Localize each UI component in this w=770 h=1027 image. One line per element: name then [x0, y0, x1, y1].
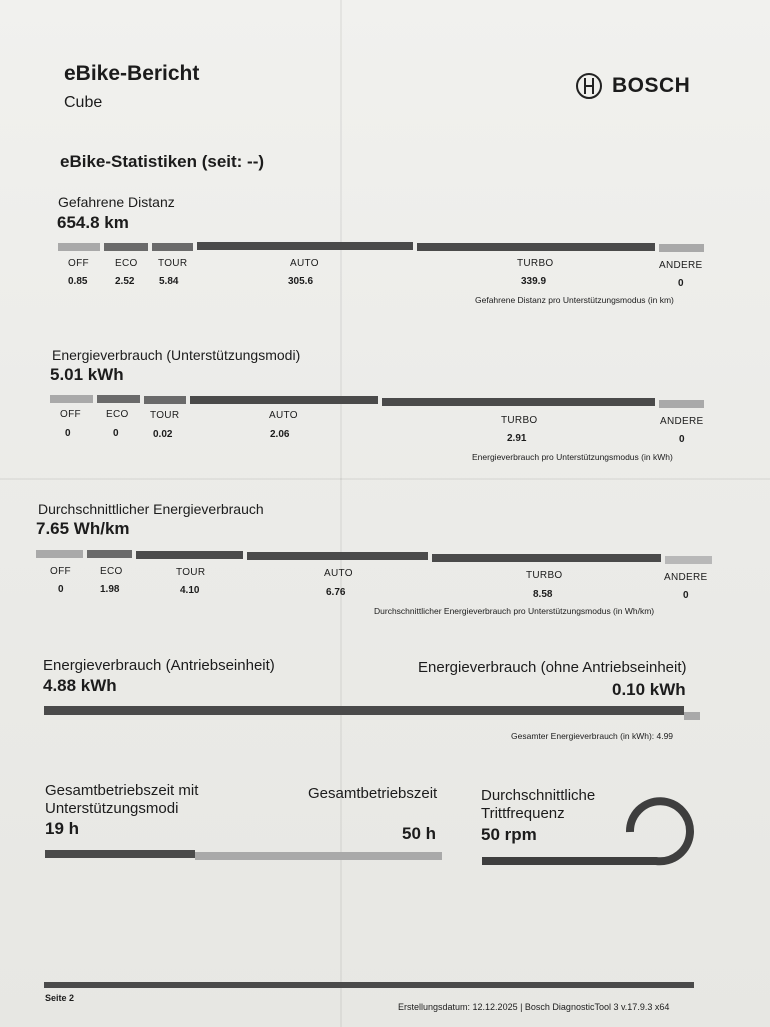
avg-energy-total: 7.65 Wh/km — [36, 519, 130, 538]
distance-mode-auto: AUTO — [290, 258, 319, 269]
paper-fold-vertical — [340, 0, 342, 1027]
distance-mode-eco: ECO — [115, 258, 138, 269]
avg-mode-eco: ECO — [100, 566, 123, 577]
assist-time-value: 19 h — [45, 819, 80, 838]
energy-mode-auto: AUTO — [269, 410, 298, 421]
drive-unit-label: Energieverbrauch (Antriebseinheit) — [43, 657, 275, 674]
cadence-gauge-icon — [478, 790, 703, 872]
avg-value-andere: 0 — [683, 590, 689, 601]
drive-unit-value: 4.88 kWh — [43, 676, 117, 695]
avg-value-tour: 4.10 — [180, 585, 200, 596]
avg-mode-tour: TOUR — [176, 567, 206, 578]
footer-rule — [44, 982, 694, 988]
creation-info: Erstellungsdatum: 12.12.2025 | Bosch DiagnosticTool 3 v.17.9.3 x64 — [398, 1002, 670, 1012]
distance-bar-eco — [104, 243, 148, 251]
cadence-value: 50 rpm — [481, 825, 537, 844]
avg-bar-off — [36, 550, 83, 558]
avg-value-auto: 6.76 — [326, 587, 346, 598]
section-title: eBike-Statistiken (seit: --) — [60, 152, 265, 171]
avg-value-turbo: 8.58 — [533, 589, 553, 600]
energy-mode-tour: TOUR — [150, 410, 180, 421]
report-title: eBike-Bericht — [64, 62, 200, 85]
energy-value-turbo: 2.91 — [507, 433, 527, 444]
drive-unit-bar-used — [44, 706, 684, 715]
bosch-wordmark: BOSCH — [612, 74, 691, 97]
energy-mode-eco: ECO — [106, 409, 129, 420]
energy-value-auto: 2.06 — [270, 429, 290, 440]
non-drive-unit-label: Energieverbrauch (ohne Antriebseinheit) — [418, 659, 687, 676]
distance-value-eco: 2.52 — [115, 276, 135, 287]
distance-mode-tour: TOUR — [158, 258, 188, 269]
distance-bar-auto — [197, 242, 413, 250]
distance-bar-andere — [659, 244, 704, 252]
energy-bar-auto — [190, 396, 378, 404]
assist-time-label-1: Gesamtbetriebszeit mit — [45, 782, 199, 799]
assist-time-label-2: Unterstützungsmodi — [45, 800, 179, 817]
energy-bar-eco — [97, 395, 140, 403]
energy-mode-off: OFF — [60, 409, 81, 420]
energy-bar-tour — [144, 396, 186, 404]
distance-value-andere: 0 — [678, 278, 684, 289]
avg-energy-label: Durchschnittlicher Energieverbrauch — [38, 501, 264, 517]
energy-mode-andere: ANDERE — [660, 416, 704, 427]
avg-bar-turbo — [432, 554, 661, 562]
energy-bar-turbo — [382, 398, 655, 406]
energy-mode-turbo: TURBO — [501, 415, 538, 426]
energy-modes-total: 5.01 kWh — [50, 365, 124, 384]
energy-modes-label: Energieverbrauch (Unterstützungsmodi) — [52, 347, 301, 363]
distance-value-auto: 305.6 — [288, 276, 314, 287]
avg-bar-eco — [87, 550, 132, 558]
avg-mode-off: OFF — [50, 566, 71, 577]
distance-mode-turbo: TURBO — [517, 258, 554, 269]
avg-value-off: 0 — [58, 584, 64, 595]
energy-bar-off — [50, 395, 93, 403]
distance-value-turbo: 339.9 — [521, 276, 547, 287]
cadence-label-1: Durchschnittliche — [481, 787, 596, 804]
distance-mode-off: OFF — [68, 258, 89, 269]
cadence-gauge-arc — [482, 801, 690, 861]
total-energy-note: Gesamter Energieverbrauch (in kWh): 4.99 — [511, 731, 674, 741]
distance-note: Gefahrene Distanz pro Unterstützungsmodus (in km) — [475, 295, 674, 305]
distance-mode-andere: ANDERE — [659, 260, 703, 271]
total-time-value: 50 h — [402, 824, 437, 843]
non-drive-unit-value: 0.10 kWh — [612, 680, 686, 699]
avg-value-eco: 1.98 — [100, 584, 120, 595]
bike-name: Cube — [64, 94, 103, 111]
distance-label: Gefahrene Distanz — [58, 194, 175, 210]
bosch-armature-icon — [576, 73, 602, 99]
avg-mode-turbo: TURBO — [526, 570, 563, 581]
distance-bar-tour — [152, 243, 193, 251]
distance-value-tour: 5.84 — [159, 276, 179, 287]
page-number: Seite 2 — [45, 993, 75, 1003]
distance-value-off: 0.85 — [68, 276, 88, 287]
energy-value-tour: 0.02 — [153, 429, 173, 440]
distance-total: 654.8 km — [57, 213, 129, 232]
distance-bar-off — [58, 243, 100, 251]
total-time-label: Gesamtbetriebszeit — [308, 785, 438, 802]
bosch-logo — [576, 73, 690, 99]
energy-value-eco: 0 — [113, 428, 119, 439]
avg-mode-auto: AUTO — [324, 568, 353, 579]
avg-energy-note: Durchschnittlicher Energieverbrauch pro Unterstützungsmodus (in Wh/km) — [374, 606, 655, 616]
avg-bar-andere — [665, 556, 712, 564]
paper-fold-horizontal — [0, 478, 770, 480]
energy-modes-note: Energieverbrauch pro Unterstützungsmodus (in kWh) — [472, 452, 673, 462]
drive-unit-bar-other — [684, 712, 700, 720]
energy-bar-andere — [659, 400, 704, 408]
distance-bar-turbo — [417, 243, 655, 251]
avg-bar-tour — [136, 551, 243, 559]
energy-value-off: 0 — [65, 428, 71, 439]
avg-bar-auto — [247, 552, 428, 560]
time-bar-rest — [195, 852, 442, 860]
cadence-label-2: Trittfrequenz — [481, 805, 565, 822]
energy-value-andere: 0 — [679, 434, 685, 445]
time-bar-assist — [45, 850, 195, 858]
avg-mode-andere: ANDERE — [664, 572, 708, 583]
